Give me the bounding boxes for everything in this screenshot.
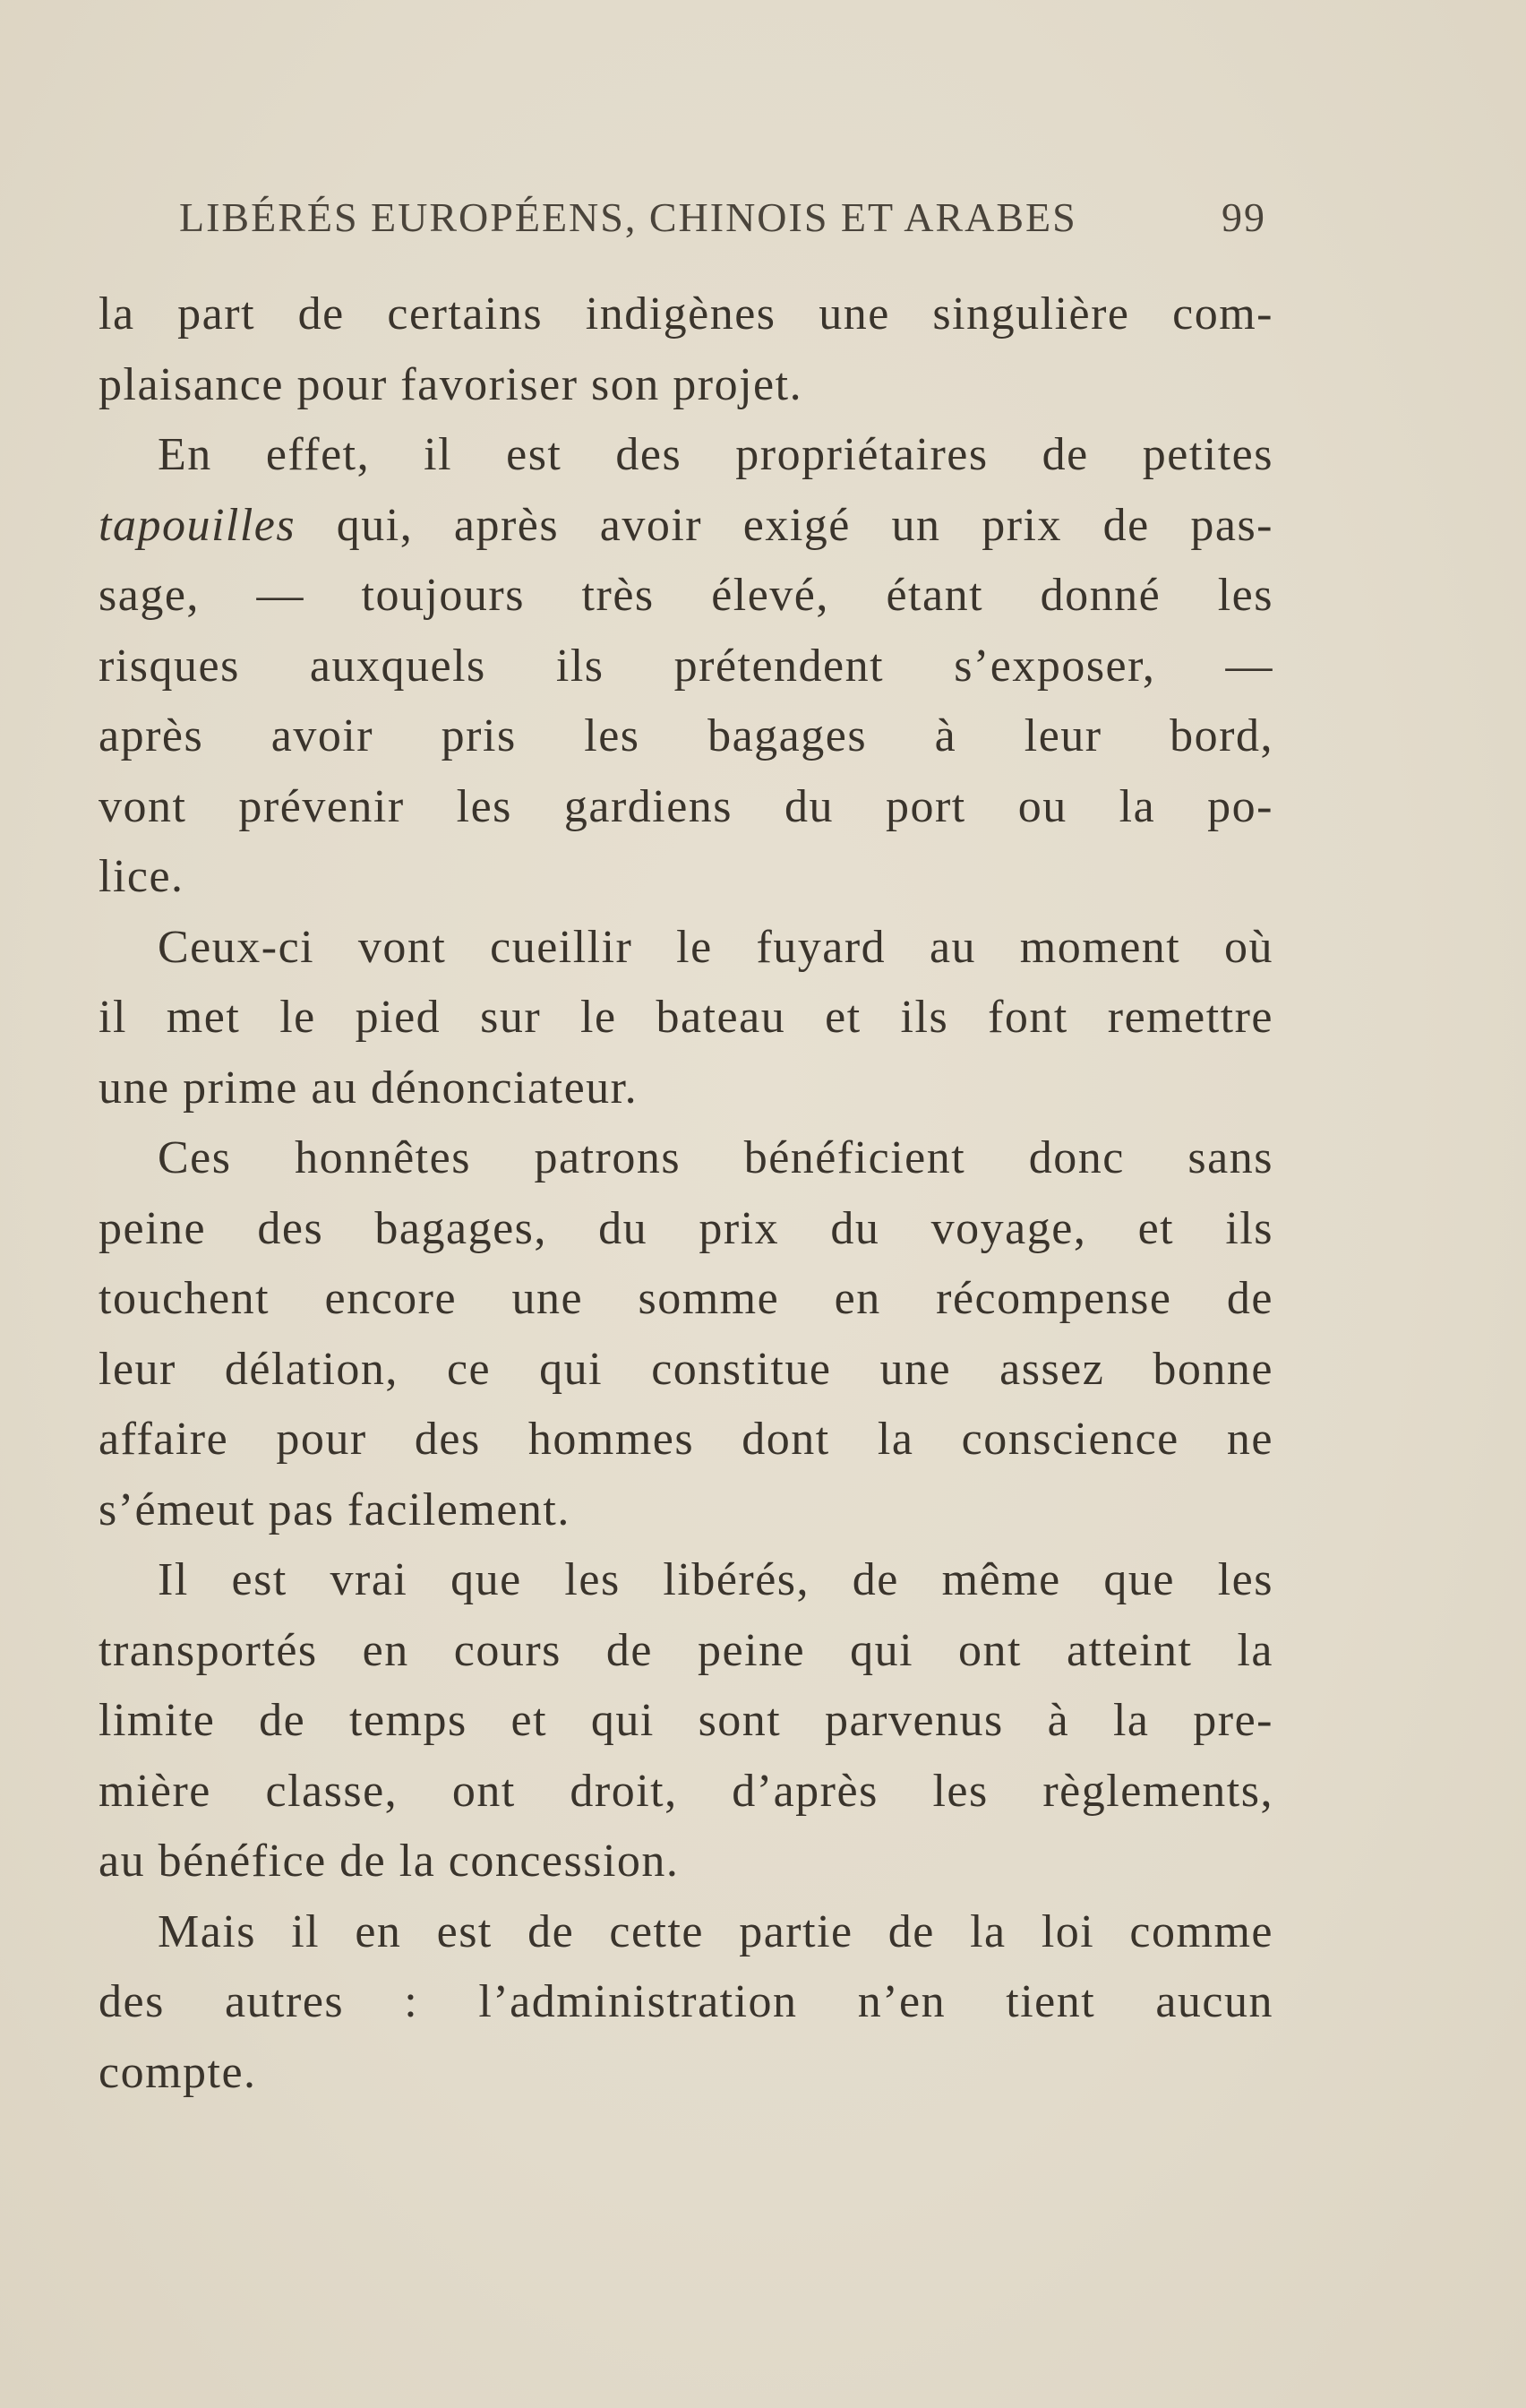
running-header [179, 194, 1266, 247]
text-line: risques auxquels ils prétendent s’exposer, — [99, 640, 1273, 692]
text-line: mière classe, ont droit, d’après les règlements, [99, 1765, 1273, 1817]
text-line: il met le pied sur le bateau et ils font remettre [99, 992, 1273, 1043]
text-line: compte. [99, 2046, 257, 2098]
body-text [99, 280, 1273, 2108]
text-line: Ces honnêtes patrons bénéficient donc sans [158, 1132, 1273, 1183]
italic-word: tapouilles [99, 499, 296, 551]
text-line: Ceux-ci vont cueillir le fuyard au moment où [158, 921, 1273, 973]
text-line: sage, — toujours très élevé, étant donné les [99, 570, 1273, 621]
text-line: limite de temps et qui sont parvenus à la pre- [99, 1695, 1273, 1746]
text-line: lice. [99, 851, 184, 902]
text-line: leur délation, ce qui constitue une assez bonne [99, 1343, 1273, 1395]
text-line: Mais il en est de cette partie de la loi comme [158, 1905, 1273, 1957]
text-line: une prime au dénonciateur. [99, 1062, 639, 1114]
text-line: plaisance pour favoriser son projet. [99, 358, 803, 410]
text-line: En effet, il est des propriétaires de petites [158, 429, 1273, 480]
text-line: transportés en cours de peine qui ont atteint la [99, 1624, 1273, 1676]
text-line: s’émeut pas facilement. [99, 1484, 570, 1535]
text-line: affaire pour des hommes dont la conscience ne [99, 1414, 1273, 1465]
running-head-title: LIBÉRÉS EUROPÉENS, CHINOIS ET ARABES [179, 194, 1077, 240]
text-line: Il est vrai que les libérés, de même que les [158, 1554, 1273, 1605]
text-line: la part de certains indigènes une singulière com- [99, 288, 1273, 340]
text-line: peine des bagages, du prix du voyage, et ils [99, 1202, 1273, 1254]
text-line [99, 491, 1273, 562]
text-line: au bénéfice de la concession. [99, 1836, 680, 1887]
text-line: touchent encore une somme en récompense de [99, 1273, 1273, 1324]
text-segment: qui, après avoir exigé un prix de pas- [296, 499, 1273, 551]
text-line: après avoir pris les bagages à leur bord, [99, 710, 1273, 761]
text-line: des autres : l’administration n’en tient aucun [99, 1976, 1273, 2027]
text-line: vont prévenir les gardiens du port ou la po- [99, 780, 1273, 832]
page-number: 99 [1222, 194, 1266, 240]
